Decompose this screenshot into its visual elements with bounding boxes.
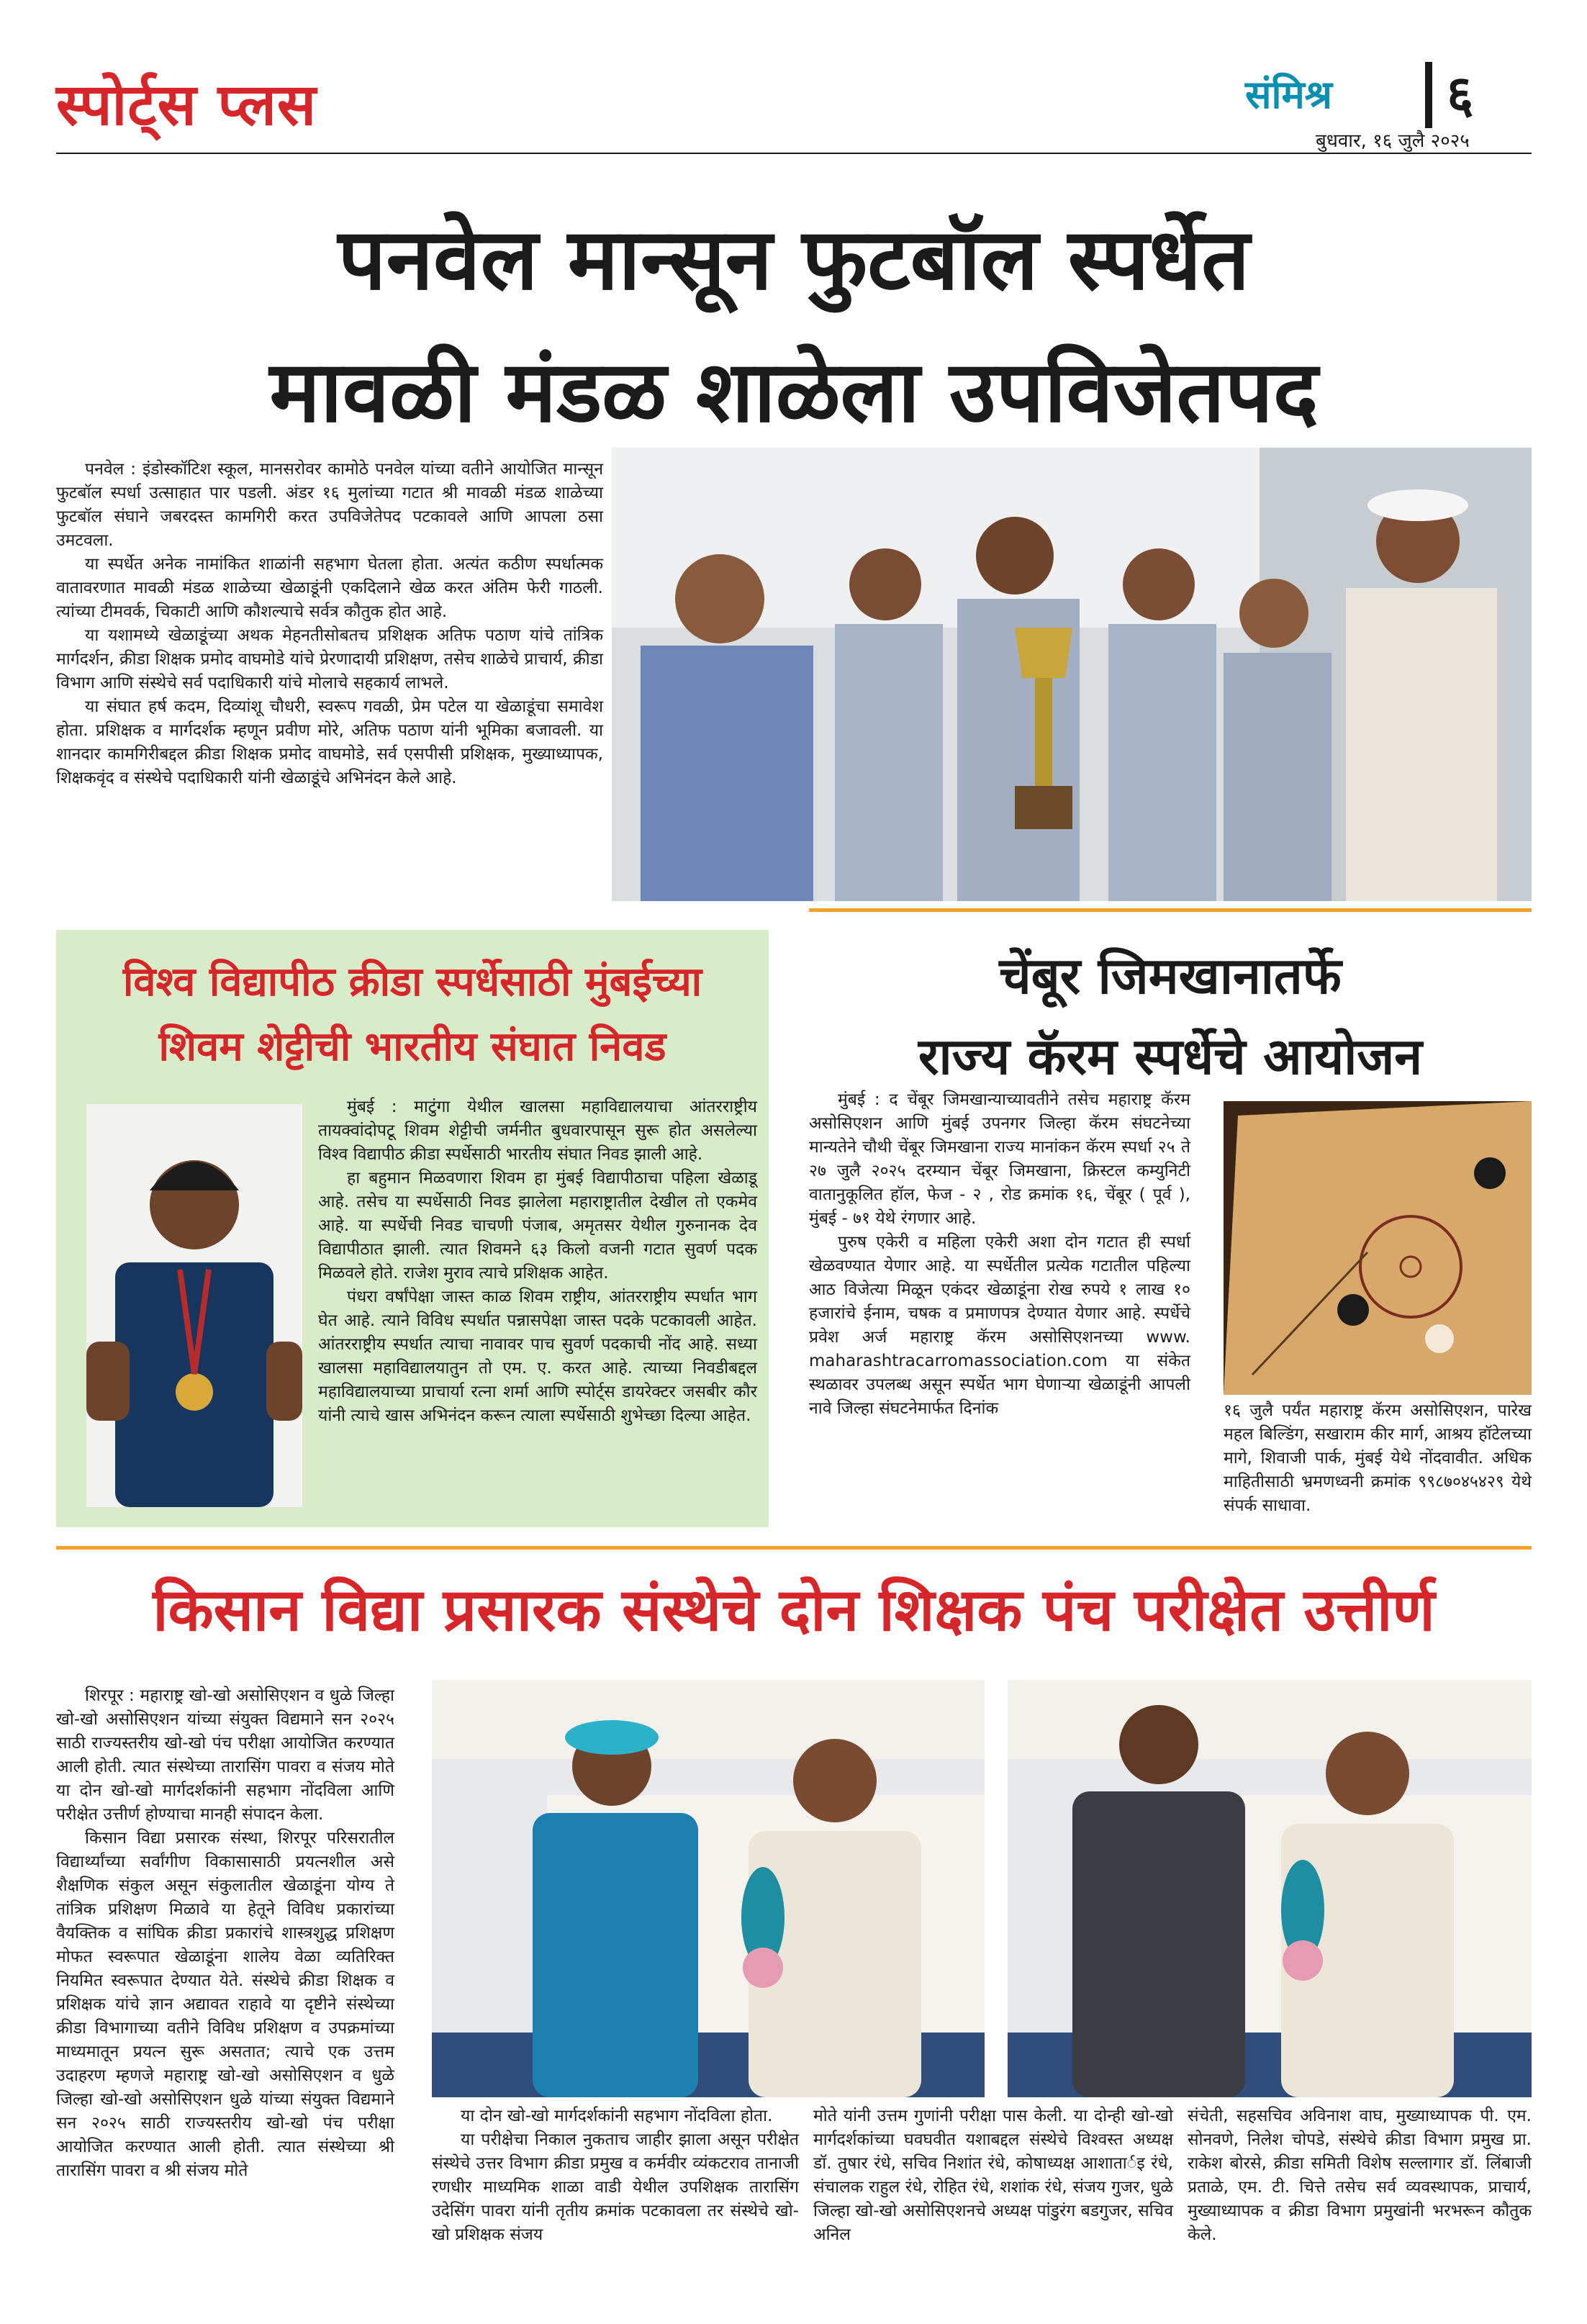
- story2-headline: [69, 950, 756, 1080]
- story2-headline-line1: विश्व विद्यापीठ क्रीडा स्पर्धेसाठी मुंबईच्या: [122, 959, 702, 1005]
- masthead-title: स्पोर्ट्स प्लस: [56, 71, 317, 138]
- story2-paragraph: हा बहुमान मिळवणारा शिवम हा मुंबई विद्यापीठाचा पहिला खेळाडू आहे. तसेच या स्पर्धेसाठी निवड झालेला महाराष्ट्रातील देखील तो एकमेव आहे. या स्पर्धेची निवड चाचणी पंजाब, अमृतसर येथील गुरुनानक देव विद्यापीठात झाली. त्यात शिवमने ६३ किलो वजनी गटात सुवर्ण पदक मिळवले होते. राजेश मुराव त्याचे प्रशिक्षक आहेत.: [318, 1169, 757, 1283]
- story4-paragraph: शिरपूर : महाराष्ट्र खो-खो असोसिएशन व धुळे जिल्हा खो-खो असोसिएशन यांच्या संयुक्त विद्यमाने सन २०२५ साठी राज्यस्तरीय खो-खो पंच परीक्षा आयोजित करण्यात आली होती. त्यात संस्थेच्या तारासिंग पावरा व संजय मोते या दोन खो-खो मार्गदर्शकांनी सहभाग नोंदविला आणि परीक्षेत उत्तीर्ण होण्याचा मानही संपादन केला.: [56, 1686, 394, 1824]
- masthead-divider: [1425, 62, 1432, 128]
- story3-headline-line2: राज्य कॅरम स्पर्धेचे आयोजन: [918, 1027, 1423, 1086]
- page-number: ६: [1447, 64, 1474, 125]
- main-headline-line1: पनवेल मान्सून फुटबॉल स्पर्धेत: [338, 209, 1250, 309]
- story2-body: [318, 1095, 757, 1428]
- story3-continuation: १६ जुलै पर्यंत महाराष्ट्र कॅरम असोसिएशन, पारेख महल बिल्डिंग, सखाराम कीर मार्ग, आश्रय हॉटेलच्या मागे, शिवाजी पार्क, मुंबई येथे नोंदवावीत. अधिक माहितीसाठी भ्रमणध्वनी क्रमांक ९९८७०४५४२९ येथे संपर्क साधावा.: [1224, 1401, 1532, 1515]
- story4-column-3: [813, 2104, 1173, 2247]
- story3-paragraph: पुरुष एकेरी व महिला एकेरी अशा दोन गटात ही स्पर्धा खेळवण्यात येणार आहे. या स्पर्धेतील प्रत्येक गटातील पहिल्या आठ विजेत्या मिळून एकंदर खेळाडूंना रोख रुपये १ लाख १० हजारांचे ईनाम, चषक व प्रमाणपत्र देण्यात येणार आहे. स्पर्धेचे प्रवेश अर्ज महाराष्ट्र कॅरम असोसिएशनच्या www. maharashtracarromassociation.com या संकेत स्थळावर उपलब्ध असून स्पर्धेत भाग घेणाऱ्या खेळाडूंनी आपली नावे जिल्हा संघटनेमार्फत दिनांक: [809, 1233, 1190, 1418]
- story2-paragraph: मुंबई : माटुंगा येथील खालसा महाविद्यालयाचा आंतरराष्ट्रीय तायक्वांदोपटू शिवम शेट्टीची जर्मनीत बुधवारपासून सुरू होत असलेल्या विश्व विद्यापीठ क्रीडा स्पर्धेसाठी भारतीय संघात निवड झाली आहे.: [318, 1098, 757, 1164]
- story1-paragraph: पनवेल : इंडोस्कॉटिश स्कूल, मानसरोवर कामोठे पनवेल यांच्या वतीने आयोजित मान्सून फुटबॉल स्पर्धा उत्साहात पार पडली. अंडर १६ मुलांच्या गटात श्री मावळी मंडळ शाळेच्या फुटबॉल संघाने जबरदस्त कामगिरी करत उपविजेतेपद पटकावले आणि आपला ठसा उमटवला.: [56, 460, 603, 550]
- athlete-medal-photo: [86, 1104, 302, 1507]
- football-team-trophy-photo: [612, 448, 1532, 901]
- story4-paragraph: या दोन खो-खो मार्गदर्शकांनी सहभाग नोंदविला होता.: [461, 2107, 773, 2125]
- story1-paragraph: या संघात हर्ष कदम, दिव्यांशू चौधरी, स्वरूप गवळी, प्रेम पटेल या खेळाडूंचा समावेश होता. प्रशिक्षक व मार्गदर्शक म्हणून प्रवीण मोरे, अतिफ पठाण यांनी भूमिका बजावली. या शानदार कामगिरीबद्दल क्रीडा शिक्षक प्रमोद वाघमोडे, सर्व एसपीसी प्रशिक्षक, मुख्याध्यापक, शिक्षकवृंद व संस्थेचे पदाधिकारी यांनी खेळाडूंचे अभिनंदन केले आहे.: [56, 697, 603, 787]
- story1-body: [56, 458, 603, 790]
- section-name: संमिश्र: [1245, 72, 1333, 117]
- story3-headline: [809, 936, 1532, 1097]
- story4-column-1: [56, 1684, 394, 2183]
- story2-headline-line2: शिवम शेट्टीची भारतीय संघात निवड: [158, 1023, 666, 1070]
- story4-paragraph: संचेती, सहसचिव अविनाश वाघ, मुख्याध्यापक पी. एम. सोनवणे, निलेश चोपडे, संस्थेचे क्रीडा विभाग प्रमुख प्रा. राकेश बोरसे, क्रीडा समिती विशेष सल्लागार डॉ. लिंबाजी प्रताळे, एम. टी. चित्ते तसेच सर्व व्यवस्थापक, प्राचार्य, मुख्याध्यापक व क्रीडा विभाग प्रमुखांनी भरभरून कौतुक केले.: [1188, 2107, 1532, 2244]
- carrom-board-photo: [1224, 1101, 1532, 1395]
- story4-column-2: [432, 2104, 799, 2247]
- story3-body: [809, 1088, 1190, 1421]
- main-headline-line2: मावळी मंडळ शाळेला उपविजेतपद: [269, 342, 1319, 441]
- story4-paragraph: मोते यांनी उत्तम गुणांनी परीक्षा पास केली. या दोन्ही खो-खो मार्गदर्शकांच्या घवघवीत यशाबद्दल संस्थेचे विश्वस्त अध्यक्ष डॉ. तुषार रंधे, सचिव निशांत रंधे, कोषाध्यक्ष आशातार्इ रंधे, संचालक राहुल रंधे, रोहित रंधे, शशांक रंधे, संजय गुजर, धुळे जिल्हा खो-खो असोसिएशनचे अध्यक्ष पांडुरंग बडगुजर, सचिव अनिल: [813, 2107, 1173, 2244]
- story4-paragraph: किसान विद्या प्रसारक संस्था, शिरपूर परिसरातील विद्यार्थ्यांच्या सर्वांगीण विकासासाठी प्रयत्नशील असे शैक्षणिक संकुल असून संकुलातील खेळाडूंना योग्य ते तांत्रिक प्रशिक्षण मिळावे या हेतूने विविध प्रकारांच्या वैयक्तिक व सांघिक क्रीडा प्रकारांचे शास्त्रशुद्ध प्रशिक्षण मोफत स्वरूपात खेळाडूंना शालेय वेळा व्यतिरिक्त नियमित स्वरूपात देण्यात येते. संस्थेचे क्रीडा शिक्षक व प्रशिक्षक यांचे ज्ञान अद्यावत राहावे या दृष्टीने संस्थेच्या क्रीडा विभागाच्या वतीने विविध प्रशिक्षण व उपक्रमांच्या माध्यमातून प्रयत्न सुरू असतात; त्याचे एक उत्तम उदाहरण म्हणजे महाराष्ट्र खो-खो असोसिएशन व धुळे जिल्हा खो-खो असोसिएशन धुळे यांच्या संयुक्त विद्यमाने सन २०२५ साठी राज्यस्तरीय खो-खो पंच परीक्षा आयोजित करण्यात आली होती. त्यात संस्थेच्या श्री तारासिंग पावरा व श्री संजय मोते: [56, 1829, 394, 2180]
- story3-paragraph: मुंबई : द चेंबूर जिमखान्याच्यावतीने तसेच महाराष्ट्र कॅरम असोसिएशन आणि मुंबई उपनगर जिल्हा कॅरम संघटनेच्या मान्यतेने चौथी चेंबूर जिमखाना राज्य मानांकन कॅरम स्पर्धा २५ ते २७ जुलै २०२५ दरम्यान चेंबूर जिमखाना, क्रिस्टल कम्युनिटी वातानुकूलित हॉल, फेज - २ , रोड क्रमांक १६, चेंबूर ( पूर्व ), मुंबई - ७१ येथे रंगणार आहे.: [809, 1090, 1190, 1228]
- umpire-exam-felicitation-photo-1: [432, 1680, 985, 2097]
- section-rule: [56, 1546, 1532, 1550]
- story1-paragraph: या यशामध्ये खेळाडूंच्या अथक मेहनतीसोबतच प्रशिक्षक अतिफ पठाण यांचे तांत्रिक मार्गदर्शन, क्रीडा शिक्षक प्रमोद वाघमोडे यांचे प्रेरणादायी प्रशिक्षण, तसेच शाळेचे प्राचार्य, क्रीडा विभाग आणि संस्थेचे सर्व पदाधिकारी यांचे मोलाचे सहकार्य लाभले.: [56, 626, 603, 692]
- story4-headline: किसान विद्या प्रसारक संस्थेचे दोन शिक्षक पंच परीक्षेत उत्तीर्ण: [153, 1576, 1435, 1645]
- story4-paragraph: या परीक्षेचा निकाल नुकताच जाहीर झाला असून परीक्षेत संस्थेचे उत्तर विभाग क्रीडा प्रमुख व कर्मवीर व्यंकटराव तानाजी रणधीर माध्यमिक शाळा वाडी येथील उपशिक्षक तारासिंग उदेसिंग पावरा यांनी तृतीय क्रमांक पटकावला तर संस्थेचे खो-खो प्रशिक्षक संजय: [432, 2130, 799, 2244]
- masthead-rule: [56, 153, 1532, 154]
- story3-headline-line1: चेंबूर जिमखानातर्फे: [999, 946, 1342, 1005]
- story2-paragraph: पंधरा वर्षांपेक्षा जास्त काळ शिवम राष्ट्रीय, आंतरराष्ट्रीय स्पर्धात भाग घेत आहे. त्याने विविध स्पर्धात पन्नासपेक्षा जास्त पदके पटकावली आहेत. आंतरराष्ट्रीय स्पर्धात त्याचा नावावर पाच सुवर्ण पदकाची नोंद आहे. सध्या खालसा महाविद्यालयातुन तो एम. ए. करत आहे. त्याच्या निवडीबद्दल महाविद्यालयाच्या प्राचार्या रत्ना शर्मा आणि स्पोर्ट्स डायरेक्टर जसबीर कौर यांनी त्याचे खास अभिनंदन करून त्याला स्पर्धेसाठी शुभेच्छा दिल्या आहेत.: [318, 1288, 757, 1425]
- story1-paragraph: या स्पर्धेत अनेक नामांकित शाळांनी सहभाग घेतला होता. अत्यंत कठीण स्पर्धात्मक वातावरणात मावळी मंडळ शाळेच्या खेळाडूंनी एकदिलाने खेळ करत अंतिम फेरी गाठली. त्यांच्या टीमवर्क, चिकाटी आणि कौशल्याचे सर्वत्र कौतुक होत आहे.: [56, 555, 603, 621]
- issue-date: बुधवार, १६ जुलै २०२५: [1316, 130, 1470, 152]
- section-rule: [809, 908, 1532, 912]
- umpire-exam-felicitation-photo-2: [1008, 1680, 1532, 2097]
- main-headline: [56, 193, 1532, 458]
- story4-column-4: [1188, 2104, 1532, 2247]
